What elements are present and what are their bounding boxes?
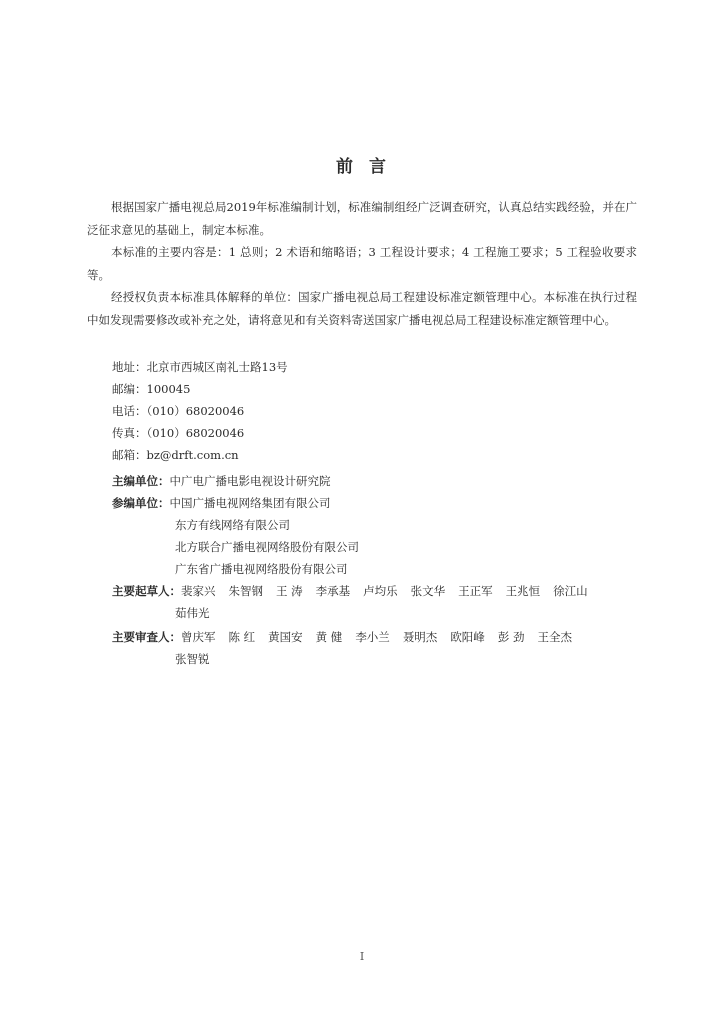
reviewers-row-1 <box>112 626 585 648</box>
reviewers-label: 主要审查人： <box>112 630 181 644</box>
drafter-name: 卢均乐 <box>363 584 398 598</box>
page-number: I <box>359 950 365 963</box>
drafter-name: 裴家兴 <box>181 584 216 598</box>
drafter-name: 王 涛 <box>276 584 303 598</box>
page-title <box>0 152 724 177</box>
participating-unit-row-1 <box>112 492 331 514</box>
paragraph-1: 根据国家广播电视总局2019年标准编制计划，标准编制组经广泛调查研究，认真总结实践经验，并在广泛征求意见的基础上，制定本标准。 <box>87 200 637 237</box>
contact-email: 邮箱：bz@drft.com.cn <box>112 448 239 462</box>
participating-unit-label: 参编单位： <box>112 496 170 510</box>
reviewer-name: 陈 红 <box>228 630 256 644</box>
reviewer-name: 张智锐 <box>175 652 210 666</box>
drafter-name: 李承基 <box>315 584 351 598</box>
reviewer-name: 李小兰 <box>355 630 390 644</box>
contact-fax: 传真：（010）68020046 <box>112 426 245 440</box>
contact-postcode: 邮编：100045 <box>112 382 191 396</box>
title-char-1: 前 <box>336 157 355 177</box>
reviewer-name: 黄 健 <box>315 630 343 644</box>
reviewer-name: 曾庆军 <box>181 630 216 644</box>
participating-unit-value: 北方联合广播电视网络股份有限公司 <box>175 540 359 554</box>
drafter-name: 王兆恒 <box>505 584 541 598</box>
drafter-name: 王正军 <box>458 584 493 598</box>
contact-phone: 电话：（010）68020046 <box>112 404 245 418</box>
reviewer-name: 黄国安 <box>268 630 303 644</box>
chief-unit-row <box>112 470 331 492</box>
participating-unit-value: 广东省广播电视网络股份有限公司 <box>175 562 348 576</box>
participating-unit-value: 中国广播电视网络集团有限公司 <box>169 496 331 510</box>
drafters-label: 主要起草人： <box>112 584 181 598</box>
drafter-name: 朱智钢 <box>228 584 263 598</box>
chief-unit-value: 中广电广播电影电视设计研究院 <box>169 474 331 488</box>
title-char-2: 言 <box>369 157 388 177</box>
drafter-name: 张文华 <box>410 584 446 598</box>
reviewer-name: 彭 劲 <box>497 630 525 644</box>
reviewer-name: 王全杰 <box>537 630 572 644</box>
drafter-name: 徐江山 <box>553 584 588 598</box>
drafters-row-1 <box>112 580 601 602</box>
reviewer-name: 聂明杰 <box>402 630 438 644</box>
paragraph-3: 经授权负责本标准具体解释的单位：国家广播电视总局工程建设标准定额管理中心。本标准在执行过程中如发现需要修改或补充之处，请将意见和有关资料寄送国家广播电视总局工程建设标准定额管理中心。 <box>87 290 637 327</box>
paragraph-2: 本标准的主要内容是：1 总则；2 术语和缩略语；3 工程设计要求；4 工程施工要求；5 工程验收要求等。 <box>87 245 637 282</box>
contact-address: 地址：北京市西城区南礼士路13号 <box>112 360 288 374</box>
chief-unit-label: 主编单位： <box>112 474 170 488</box>
participating-unit-value: 东方有线网络有限公司 <box>175 518 290 532</box>
drafter-name: 茹伟光 <box>175 606 210 620</box>
reviewer-name: 欧阳峰 <box>450 630 485 644</box>
